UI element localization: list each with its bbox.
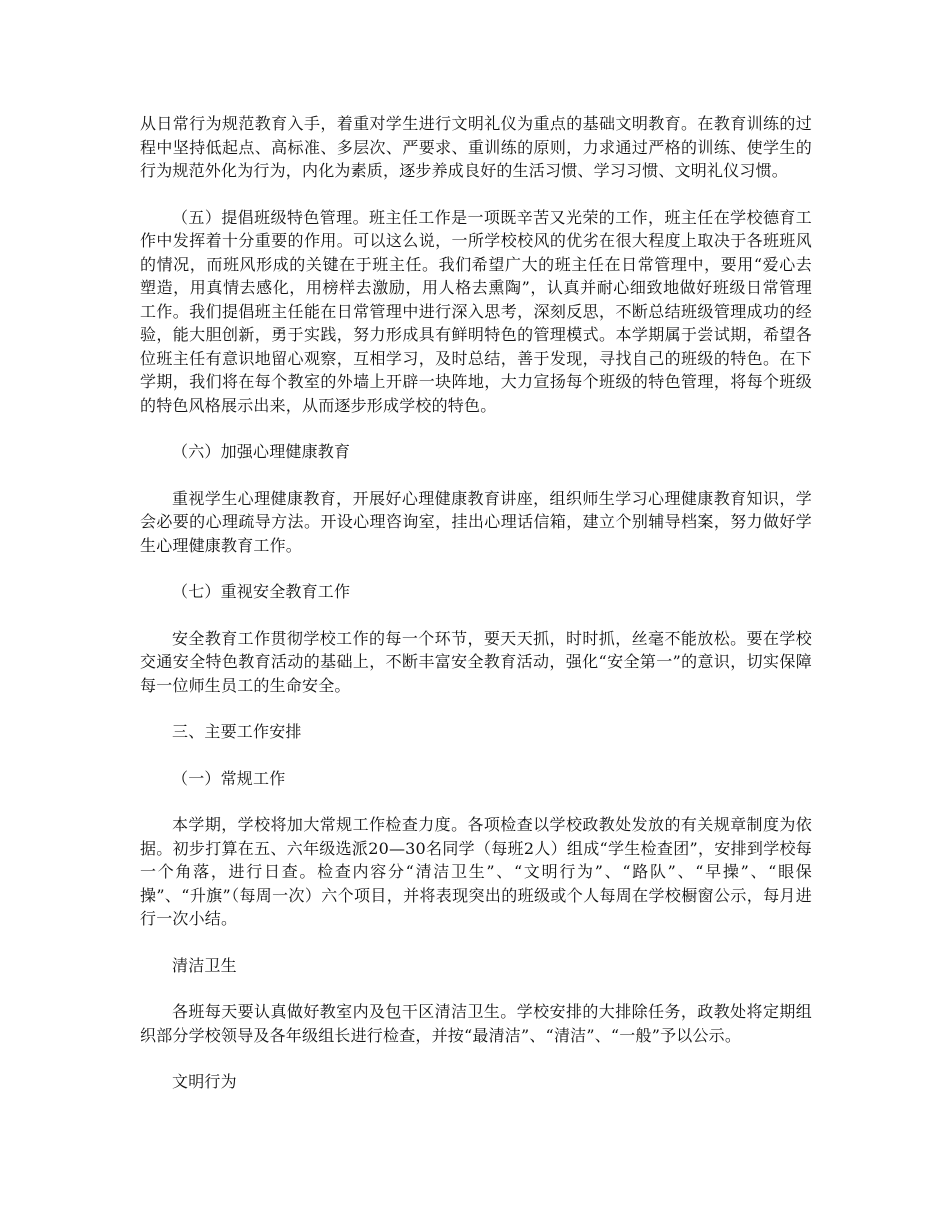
paragraph-cleaning: 各班每天要认真做好教室内及包干区清洁卫生。学校安排的大排除任务，政教处将定期组织部分学校领导及各年级组长进行检查，并按“最清洁”、“清洁”、“一般”予以公示。	[140, 1002, 812, 1045]
paragraph-behavior-education: 从日常行为规范教育入手，着重对学生进行文明礼仪为重点的基础文明教育。在教育训练的过程中坚持低起点、高标准、多层次、严要求、重训练的原则，力求通过严格的训练、使学生的行为规范外化为行为，内化为素质，逐步养成良好的生活习惯、学习习惯、文明礼仪习惯。	[140, 114, 812, 180]
heading-civilized-behavior: 文明行为	[172, 1072, 237, 1091]
paragraph-safety-education: 安全教育工作贯彻学校工作的每一个环节，要天天抓，时时抓，丝毫不能放松。要在学校交通安全特色教育活动的基础上，不断丰富安全教育活动，强化“安全第一”的意识，切实保障每一位师生员工的生命安全。	[140, 628, 812, 695]
document-body	[140, 112, 812, 1094]
paragraph-class-feature-management: （五）提倡班级特色管理。班主任工作是一项既辛苦又光荣的工作，班主任在学校德育工作中发挥着十分重要的作用。可以这么说，一所学校校风的优劣在很大程度上取决于各班班风的情况，而班风形成的关键在于班主任。我们希望广大的班主任在日常管理中，要用“爱心去塑造，用真情去感化，用榜样去激励，用人格去熏陶”，认真并耐心细致地做好班级日常管理工作。我们提倡班主任能在日常管理中进行深入思考，深刻反思，不断总结班级管理成功的经验，能大胆创新，勇于实践，努力形成具有鲜明特色的管理模式。本学期属于尝试期，希望各位班主任有意识地留心观察，互相学习，及时总结，善于发现，寻找自己的班级的特色。在下学期，我们将在每个教室的外墙上开辟一块阵地，大力宣扬每个班级的特色管理，将每个班级的特色风格展示出来，从而逐步形成学校的特色。	[140, 207, 812, 415]
heading-cleaning: 清洁卫生	[172, 955, 237, 975]
heading-main-work-arrangements: 三、主要工作安排	[172, 722, 302, 741]
paragraph-routine-work: 本学期，学校将加大常规工作检查力度。各项检查以学校政教处发放的有关规章制度为依据。初步打算在五、六年级选派20—30名同学（每班2人）组成“学生检查团”，安排到学校每一个角落，进行日查。检查内容分“清洁卫生”、“文明行为”、“路队”、“早操”、“眼保操”、“升旗”（每周一次）六个项目，并将表现突出的班级或个人每周在学校橱窗公示，每月进行一次小结。	[140, 815, 812, 928]
heading-routine-work: （一）常规工作	[172, 768, 286, 788]
paragraph-mental-health: 重视学生心理健康教育，开展好心理健康教育讲座，组织师生学习心理健康教育知识，学会必要的心理疏导方法。开设心理咨询室，挂出心理话信箱，建立个别辅导档案，努力做好学生心理健康教育工作。	[140, 488, 812, 555]
heading-mental-health: （六）加强心理健康教育	[172, 442, 351, 461]
heading-safety-education: （七）重视安全教育工作	[172, 582, 351, 601]
